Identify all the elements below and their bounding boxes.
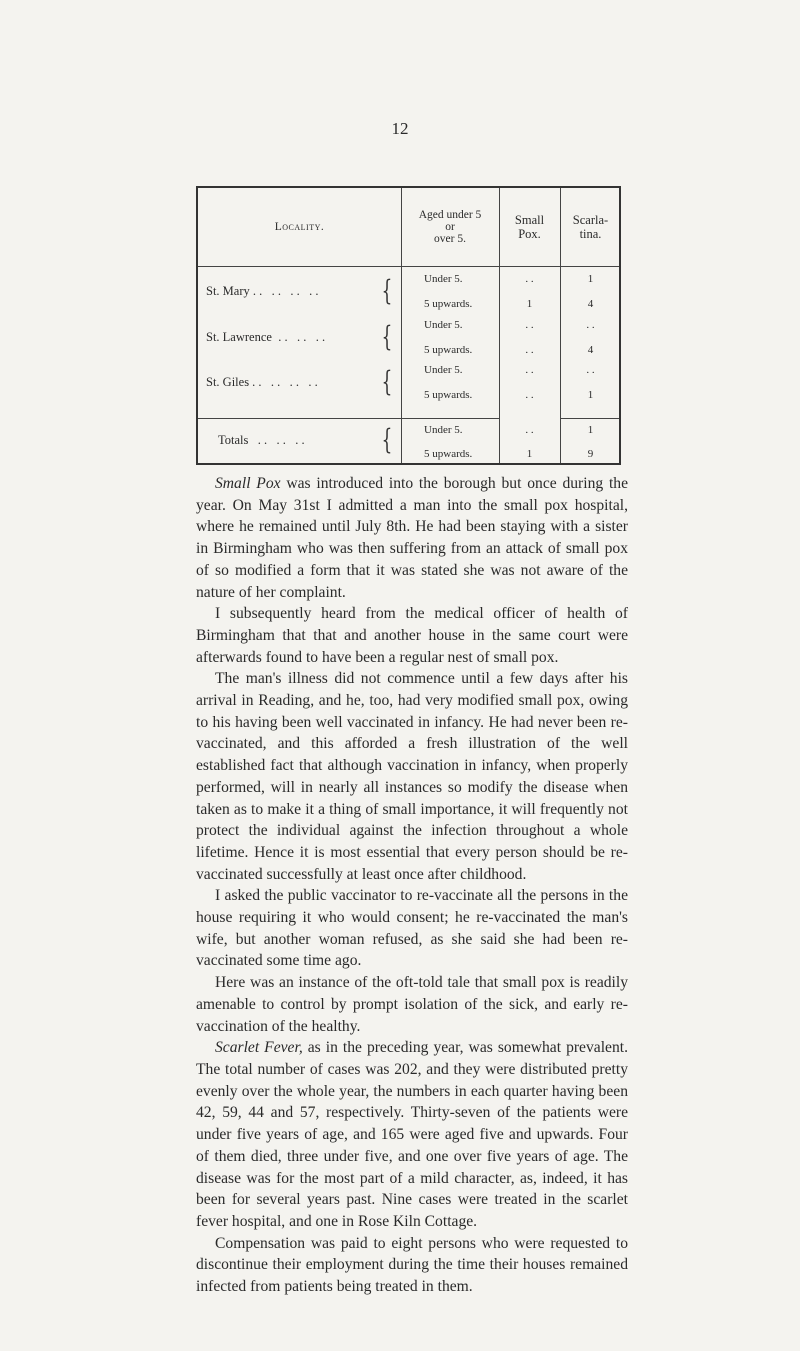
brace-glyph: { <box>381 423 393 456</box>
paragraph: The man's illness did not commence until a few days after his arrival in Reading, and he, too, had very modified small pox, owing to his having been well vaccinated in infancy. He had never been re-vaccinated, and this afforded a fresh illustration of the well established fact that although vaccination in infancy, when properly performed, will in nearly all instances so modify the disease when taken as to make it a thing of small importance, it will frequently not protect the individual against the infection throughout a whole lifetime. Hence it is most essential that every person should be re-vaccinated successfully at least once after childhood. <box>196 670 628 883</box>
locality-label: St. Lawrence . . . . . . <box>206 330 326 344</box>
scarlatina-value: 1 <box>587 389 594 401</box>
paragraph <box>196 1037 628 1232</box>
header-age-line2: or <box>445 221 455 233</box>
header-divider <box>198 266 619 267</box>
header-age-line1: Aged under 5 <box>418 209 482 221</box>
scarlatina-value: . . <box>586 319 595 331</box>
scarlatina-value: 1 <box>587 273 594 285</box>
page-number: 12 <box>391 119 409 138</box>
paragraph <box>196 473 628 603</box>
header-locality: Locality. <box>274 221 325 233</box>
header-scarlatina-line1: Scarla- <box>572 213 609 227</box>
small-pox-value: . . <box>525 273 534 285</box>
totals-label: Totals . . . . . . <box>218 433 305 447</box>
age-label: 5 upwards. <box>424 344 473 356</box>
scarlatina-value: 9 <box>587 448 594 460</box>
age-label: Under 5. <box>424 364 463 376</box>
totals-divider <box>560 418 619 419</box>
age-label: 5 upwards. <box>424 448 473 460</box>
scarlatina-value: . . <box>586 364 595 376</box>
header-age <box>401 196 499 258</box>
small-pox-value: . . <box>525 344 534 356</box>
age-label: Under 5. <box>424 319 463 331</box>
header-small-pox <box>499 196 560 258</box>
header-scarlatina-line2: tina. <box>579 227 602 241</box>
header-small-pox-line2: Pox. <box>518 227 541 241</box>
scarlatina-value: 4 <box>587 344 594 356</box>
small-pox-value: . . <box>525 389 534 401</box>
paragraph: I subsequently heard from the medical officer of health of Birmingham that that and another house in the same court were afterwards found to have been a regular nest of small pox. <box>196 605 628 666</box>
locality-label: St. Giles . . . . . . . . <box>206 375 318 389</box>
cases-table <box>196 186 621 465</box>
paragraph-text: was introduced into the borough but once during the year. On May 31st I admitted a man into the small pox hospital, where he remained until July 8th. He had been staying with a sister in Birmingham who was then suffering from an attack of small pox of so modified a form that it was stated she was not aware of the nature of her complaint. <box>196 475 628 601</box>
age-label: Under 5. <box>424 273 463 285</box>
age-label: 5 upwards. <box>424 298 473 310</box>
section-heading-scarlet-fever: Scarlet Fever, <box>215 1039 303 1057</box>
small-pox-value: . . <box>525 424 534 436</box>
brace-glyph: { <box>381 365 393 398</box>
paragraph-text: as in the preceding year, was somewhat prevalent. The total number of cases was 202, and they were distributed pretty evenly over the whole year, the numbers in each quarter having been 42, 59, 44 and 57, respectively. Thirty-seven of the patients were under five years of age, and 165 were aged five and upwards. Four of them died, three under five, and one over five years of age. The disease was for the most part of a mild character, as, indeed, it has been for several years past. Nine cases were treated in the scarlet fever hospital, and one in Rose Kiln Cottage. <box>196 1039 628 1230</box>
report-body <box>196 473 628 1298</box>
brace-glyph: { <box>381 274 393 307</box>
header-age-line3: over 5. <box>434 233 466 245</box>
small-pox-value: . . <box>525 364 534 376</box>
brace-glyph: { <box>381 320 393 353</box>
section-heading-small-pox: Small Pox <box>215 475 281 492</box>
paragraph: I asked the public vaccinator to re-vaccinate all the persons in the house requiring it who would consent; he re-vaccinated the man's wife, but another woman refused, as she said she had been re-vaccinated some time ago. <box>196 887 628 970</box>
small-pox-value: . . <box>525 319 534 331</box>
age-label: Under 5. <box>424 424 463 436</box>
header-scarlatina <box>560 196 621 258</box>
locality-label: St. Mary . . . . . . . . <box>206 284 319 298</box>
scarlatina-value: 4 <box>587 298 594 310</box>
scarlatina-value: 1 <box>587 424 594 436</box>
paragraph: Compensation was paid to eight persons who were requested to discontinue their employment during the time their houses remained infected from patients being treated in them. <box>196 1234 628 1296</box>
age-label: 5 upwards. <box>424 389 473 401</box>
small-pox-value: 1 <box>526 448 533 460</box>
paragraph: Here was an instance of the oft-told tale that small pox is readily amenable to control by prompt isolation of the sick, and early re-vaccination of the healthy. <box>196 974 628 1035</box>
header-small-pox-line1: Small <box>514 213 545 227</box>
totals-divider <box>198 418 499 419</box>
small-pox-value: 1 <box>526 298 533 310</box>
